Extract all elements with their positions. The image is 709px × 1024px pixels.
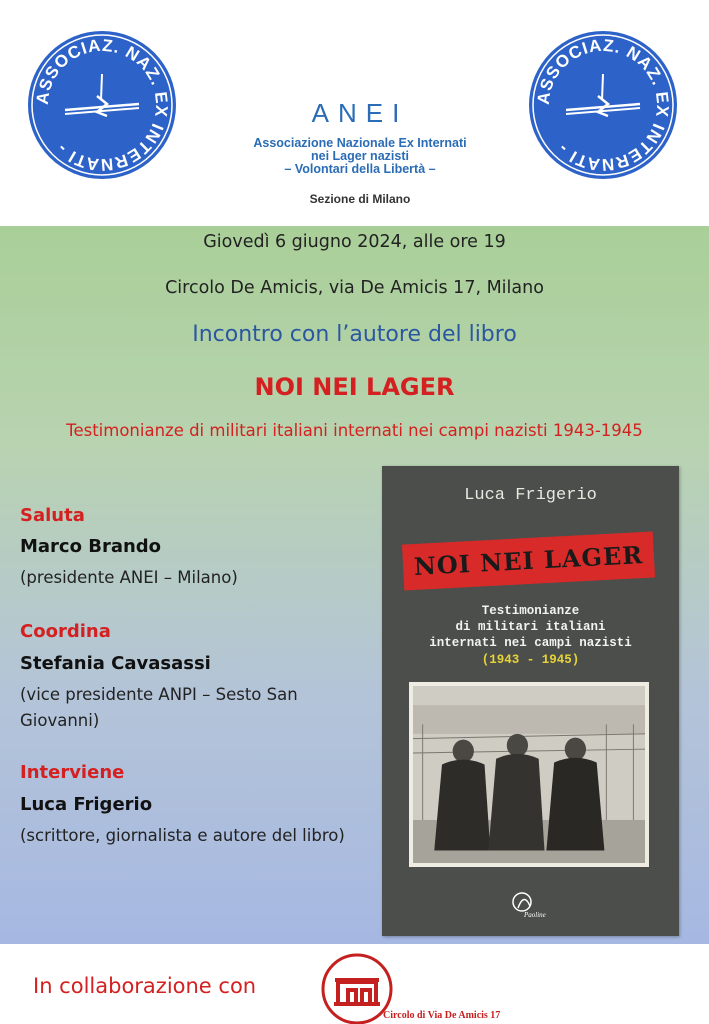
org-fullname-line3: – Volontari della Libertà – — [284, 162, 436, 176]
book-cover-photo — [409, 682, 649, 867]
event-date: Giovedì 6 giugno 2024, alle ore 19 — [203, 232, 506, 252]
header — [0, 0, 709, 226]
speaker-name-cavasassi: Stefania Cavasassi — [20, 653, 211, 674]
book-subtitle-heading: Testimonianze di militari italiani internati nei campi nazisti 1943-1945 — [66, 421, 643, 440]
org-section: Sezione di Milano — [309, 192, 411, 206]
svg-text:ASSOCIAZ. NAZ. EX INTERNATI -: ASSOCIAZ. NAZ. EX INTERNATI - — [32, 35, 172, 175]
speaker-role-interviene: Interviene — [20, 762, 125, 783]
speaker-role-saluta: Saluta — [20, 505, 85, 526]
book-cover-author: Luca Frigerio — [464, 486, 597, 505]
speaker-role-coordina: Coordina — [20, 621, 111, 642]
book-cover-subtitle-3: internati nei campi nazisti — [429, 636, 632, 650]
svg-text:ASSOCIAZ. NAZ. EX INTERNATI -: ASSOCIAZ. NAZ. EX INTERNATI - — [533, 35, 673, 175]
book-cover-years: (1943 - 1945) — [481, 653, 580, 667]
footer — [0, 944, 709, 1024]
circolo-name: Circolo di Via De Amicis 17 — [383, 1010, 501, 1021]
book-title-heading: NOI NEI LAGER — [254, 373, 455, 401]
org-fullname-line1: Associazione Nazionale Ex Internati — [253, 136, 467, 150]
book-cover-subtitle-2: di militari italiani — [455, 620, 606, 634]
collaboration-label: In collaborazione con — [33, 974, 257, 998]
event-meet: Incontro con l’autore del libro — [192, 322, 517, 347]
event-panel — [0, 226, 709, 944]
org-acronym: ANEI — [311, 98, 409, 128]
speaker-desc-cavasassi: (vice presidente ANPI – Sesto San Giovanni) — [20, 685, 298, 730]
event-place: Circolo De Amicis, via De Amicis 17, Milano — [165, 278, 544, 298]
speaker-name-frigerio: Luca Frigerio — [20, 794, 153, 815]
speaker-desc-brando: (presidente ANEI – Milano) — [20, 568, 238, 587]
publisher-name: Paoline — [524, 911, 546, 919]
book-cover — [382, 466, 679, 936]
anei-logo-right — [528, 30, 678, 180]
org-fullname-line2: nei Lager nazisti — [311, 149, 409, 163]
book-cover-title: NOI NEI LAGER — [402, 531, 655, 590]
speaker-desc-frigerio: (scrittore, giornalista e autore del libro) — [20, 826, 345, 845]
book-cover-subtitle-1: Testimonianze — [481, 604, 580, 618]
speaker-name-brando: Marco Brando — [20, 536, 162, 557]
publisher-logo — [510, 888, 550, 920]
anei-logo-left — [27, 30, 177, 180]
